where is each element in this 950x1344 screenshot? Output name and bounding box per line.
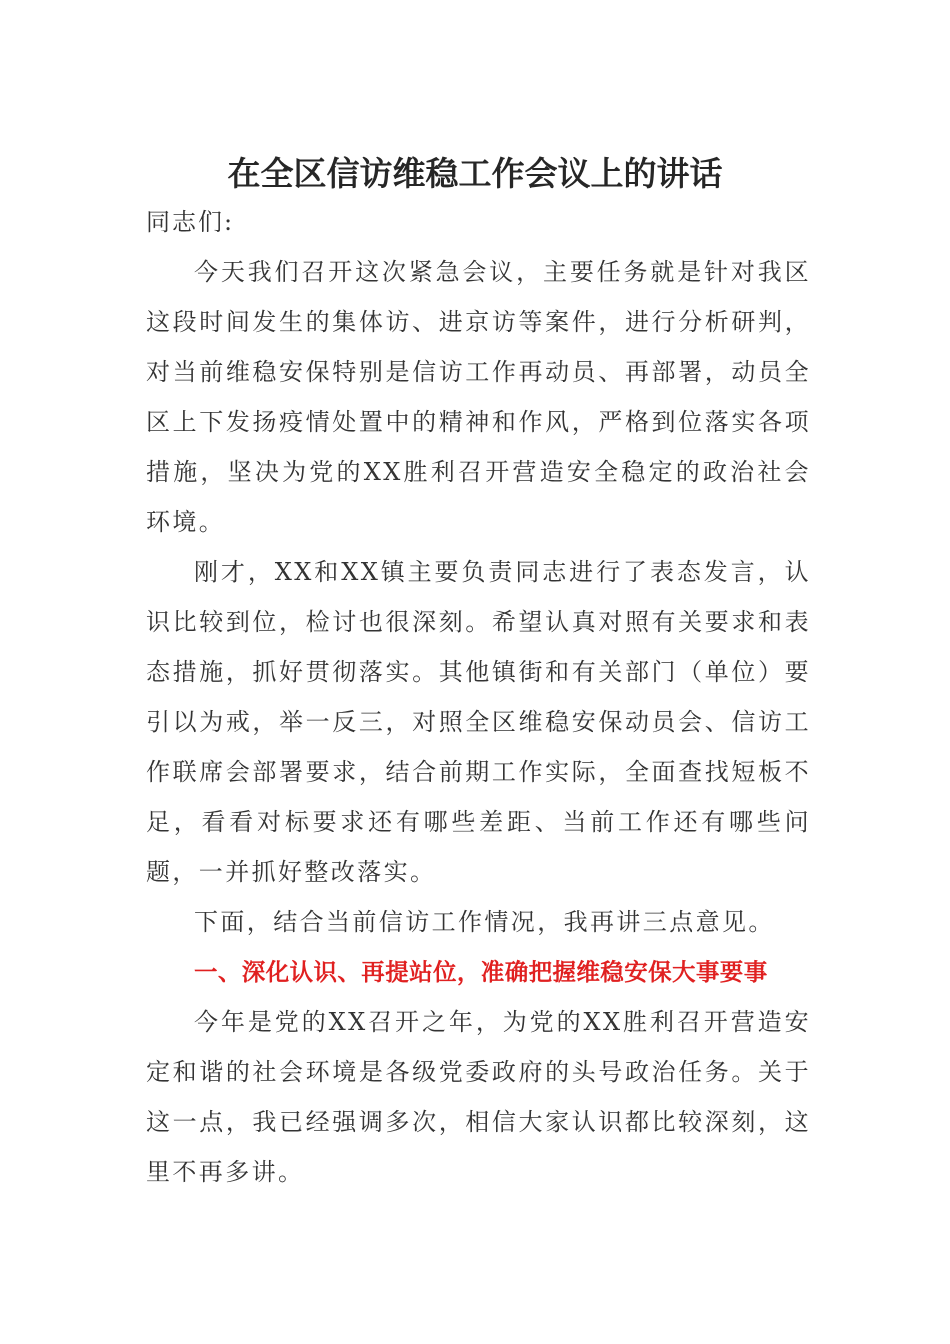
paragraph: 今年是党的XX召开之年，为党的XX胜利召开营造安定和谐的社会环境是各级党委政府的头号政治任务。关于这一点，我已经强调多次，相信大家认识都比较深刻，这里不再多讲。 xyxy=(146,1008,811,1186)
paragraph: 刚才，XX和XX镇主要负责同志进行了表态发言，认识比较到位，检讨也很深刻。希望认真对照有关要求和表态措施，抓好贯彻落实。其他镇街和有关部门（单位）要引以为戒，举一反三，对照全区维稳安保动员会、信访工作联席会部署要求，结合前期工作实际，全面查找短板不足，看看对标要求还有哪些差距、当前工作还有哪些问题，一并抓好整改落实。 xyxy=(146,558,811,886)
greeting: 同志们: xyxy=(146,208,235,236)
paragraph: 下面，结合当前信访工作情况，我再讲三点意见。 xyxy=(194,908,775,936)
section-heading: 一、深化认识、再提站位，准确把握维稳安保大事要事 xyxy=(194,958,768,986)
document-title: 在全区信访维稳工作会议上的讲话 xyxy=(227,154,723,193)
paragraph: 今天我们召开这次紧急会议，主要任务就是针对我区这段时间发生的集体访、进京访等案件，进行分析研判，对当前维稳安保特别是信访工作再动员、再部署，动员全区上下发扬疫情处置中的精神和作风，严格到位落实各项措施，坚决为党的XX胜利召开营造安全稳定的政治社会环境。 xyxy=(146,258,811,536)
document-body xyxy=(146,197,811,1197)
